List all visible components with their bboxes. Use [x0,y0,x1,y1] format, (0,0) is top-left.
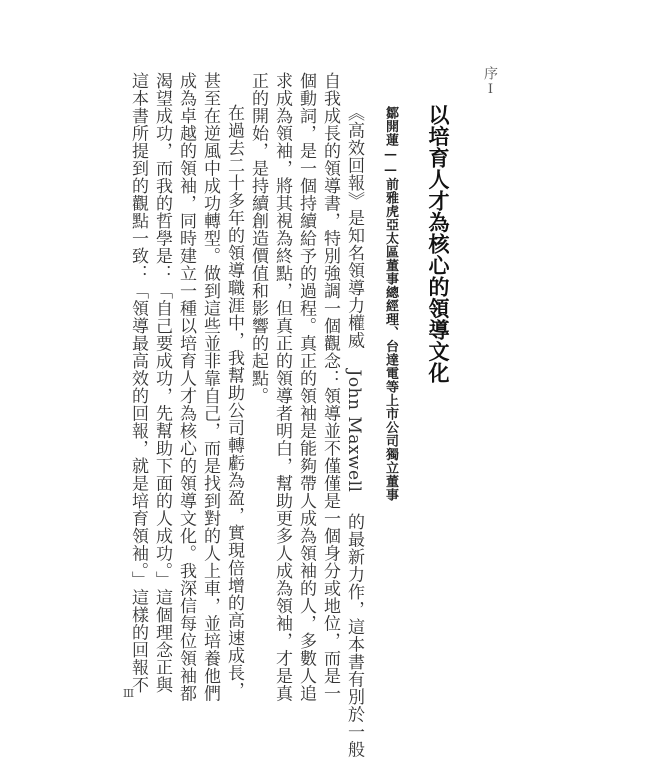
body-text: 《高效回報》是知名領導力權威 [344,104,364,370]
author-name: 鄒開蓮 [383,106,398,147]
body-text: 的最新力作，這本書有別於一般 [344,492,364,758]
chapter-prefix: 序 [482,66,498,82]
body-column-9: 渴望成功，而我的哲學是：「自己要成功，先幫助下面的人成功。」這個理念正與 [152,72,172,694]
page-title: 以培育人才為核心的領導文化 [426,104,451,384]
author-description: 前雅虎亞太區董事總經理、台達電等上市公司獨立董事 [383,177,398,502]
body-column-1 [342,104,366,758]
body-column-6: 在過去二十多年的領導職涯中，我幫助公司轉虧為盈，實現倍增的高速成長， [224,104,244,699]
author-dash: —— [383,146,398,178]
body-column-10: 這本書所提到的觀點一致：「領導最高效的回報，就是培育領袖。」這樣的回報不 [128,72,148,694]
author-line [381,106,399,502]
page-number: III [123,687,134,700]
body-column-5: 正的開始，是持續創造價值和影響的起點。 [248,72,268,405]
body-text-latin: John Maxwell [344,369,364,493]
chapter-label [478,66,502,99]
body-column-8: 成為卓越的領袖，同時建立一種以培育人才為核心的領導文化。我深信每位領袖都 [176,72,196,702]
body-column-7: 甚至在逆風中成功轉型。做到這些並非靠自己，而是找到對的人上車，並培養他們 [200,72,220,702]
body-column-2: 自我成長的領導書，特別強調一個觀念：領導並不僅僅是一個身分或地位，而是一 [320,72,340,702]
body-column-3: 個動詞，是一個持續給予的過程。真正的領袖是能夠帶人成為領袖的人，多數人追 [296,72,316,702]
body-column-4: 求成為領袖，將其視為終點，但真正的領導者明白，幫助更多人成為領袖，才是真 [272,72,292,702]
chapter-number: I [483,82,498,99]
